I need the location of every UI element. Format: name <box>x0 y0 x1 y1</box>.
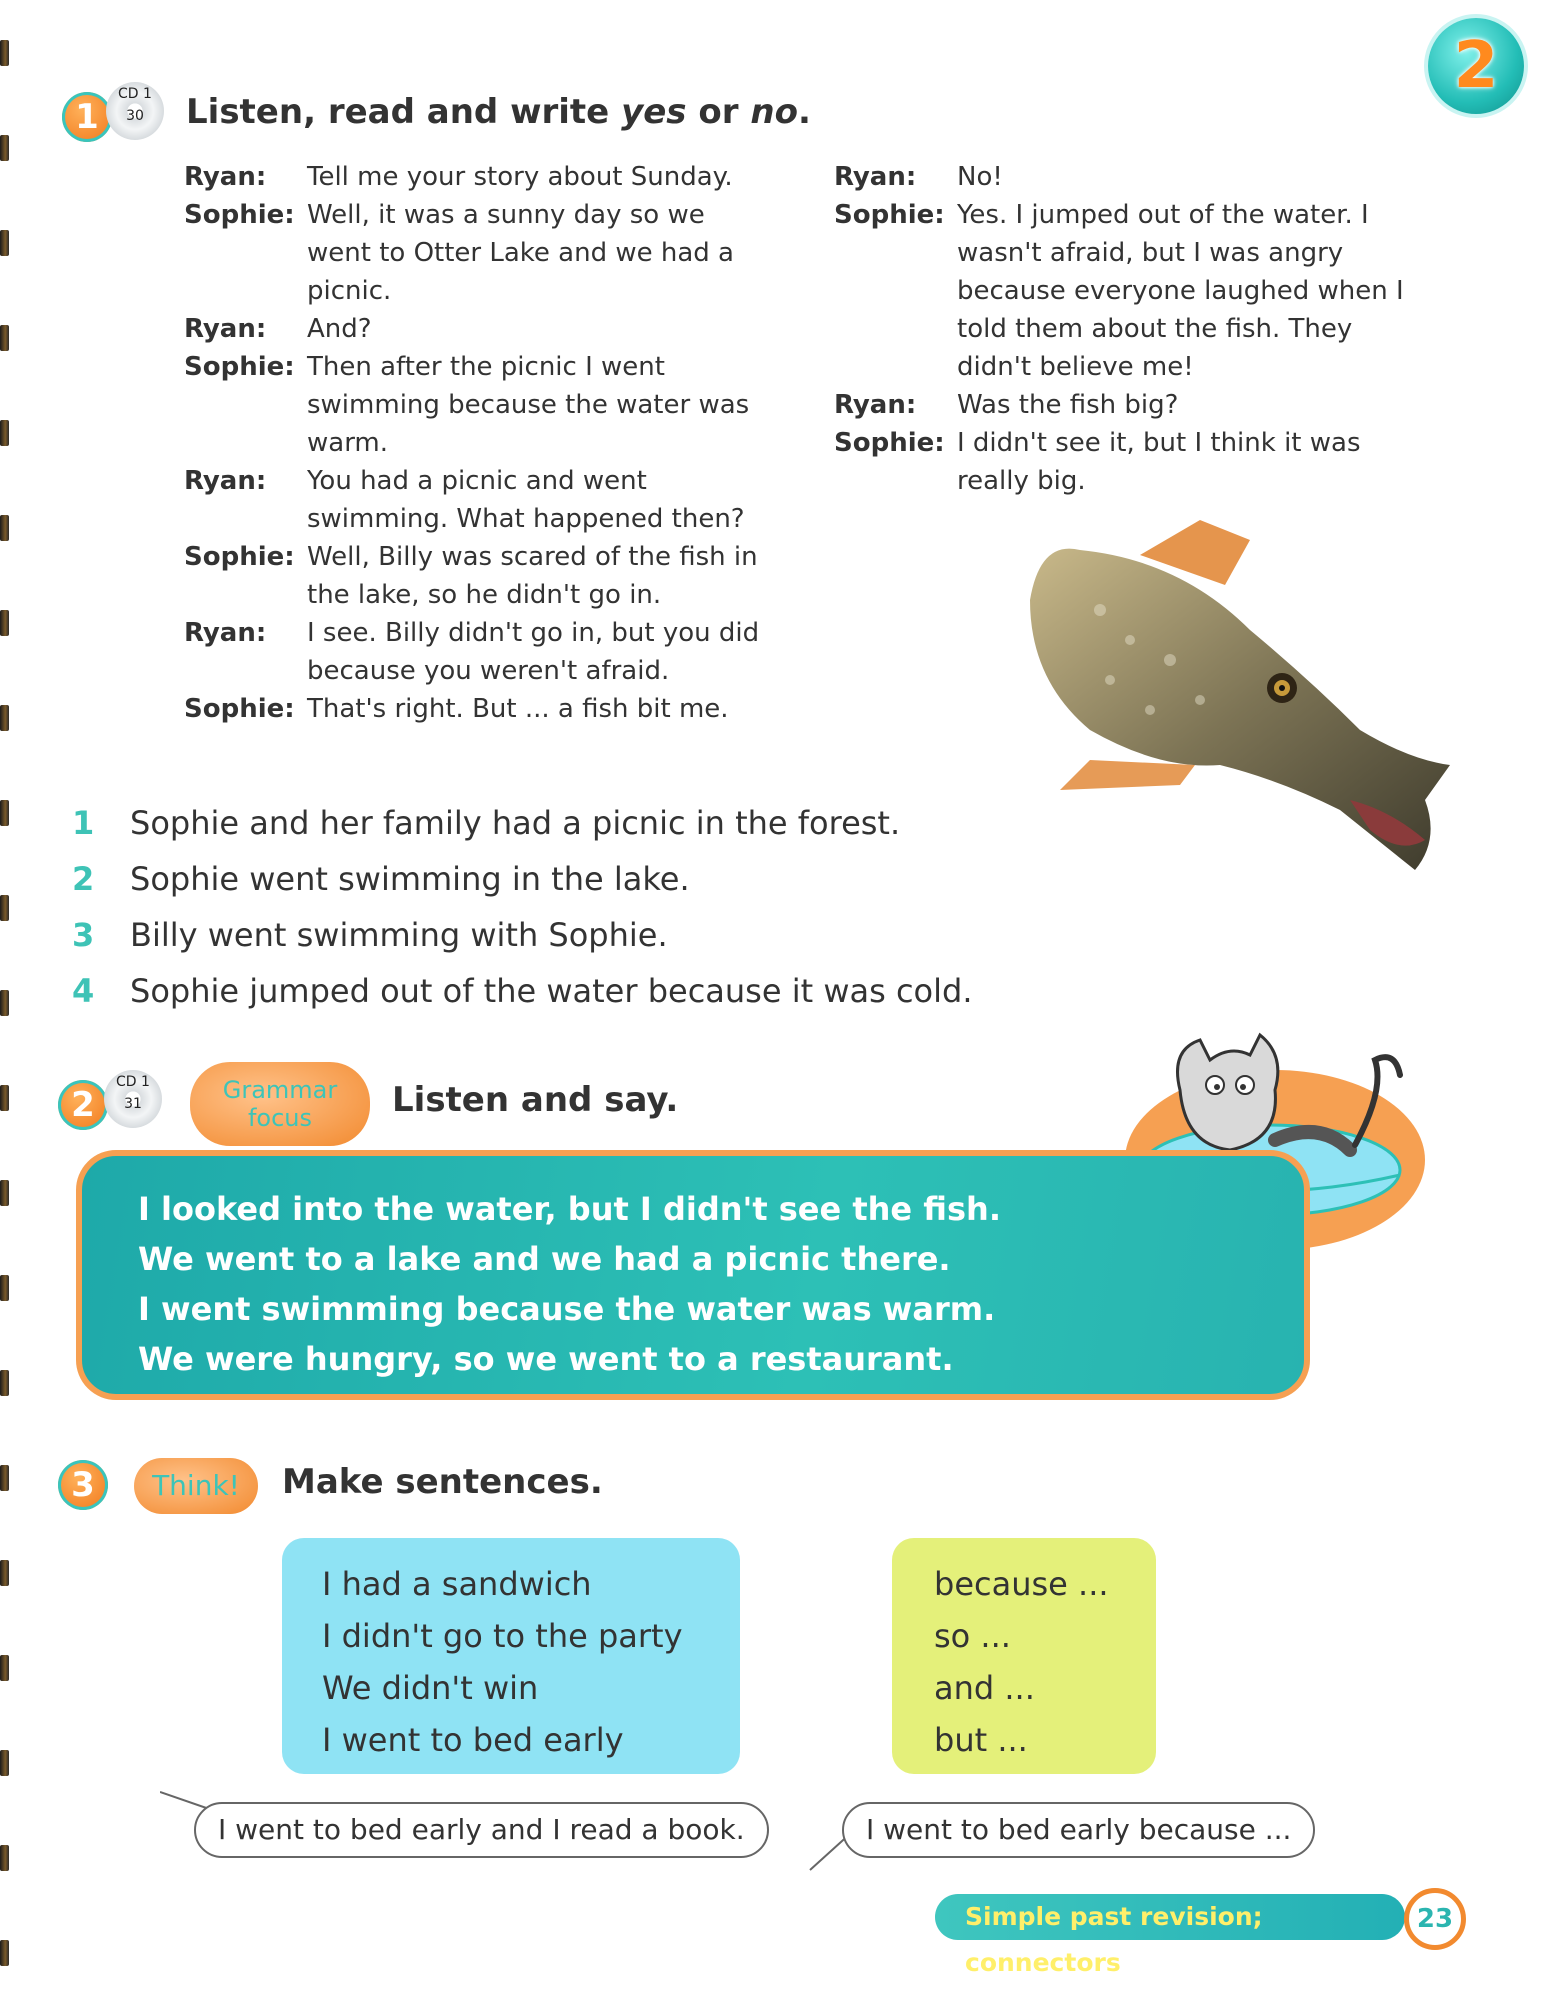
connectors-box <box>892 1538 1156 1774</box>
speaker: Sophie: <box>834 428 945 458</box>
cd-track: 30 <box>126 108 144 124</box>
line-text: I see. Billy didn't go in, but you did because you weren't afraid. <box>307 618 760 686</box>
dialog-line <box>834 158 1424 196</box>
dialog-line <box>184 690 794 728</box>
speaker: Ryan: <box>184 466 267 496</box>
line-text: Yes. I jumped out of the water. I wasn't afraid, but I was angry because everyone laughed when I told them about the fish. They didn't believe me! <box>957 200 1404 382</box>
question-number: 1 <box>72 804 95 842</box>
grammar-sentence: I looked into the water, but I didn't see the fish. <box>138 1190 1001 1228</box>
page-number: 23 <box>1404 1888 1466 1950</box>
cd-icon[interactable] <box>106 82 164 140</box>
dialog-left <box>184 158 794 728</box>
footer-topic: Simple past revision; connectors <box>935 1894 1405 1940</box>
line-text: Well, Billy was scared of the fish in the lake, so he didn't go in. <box>307 542 758 610</box>
dialog-line <box>834 196 1424 386</box>
dialog-line <box>184 348 794 462</box>
clause-item: I had a sandwich <box>322 1565 592 1603</box>
yes-no-questions <box>72 795 972 1019</box>
cd-label: CD 1 <box>116 1074 150 1090</box>
speech-bubble-example-1: I went to bed early and I read a book. <box>194 1802 769 1858</box>
speaker: Sophie: <box>184 542 295 572</box>
line-text: Then after the picnic I went swimming because the water was warm. <box>307 352 750 458</box>
line-text: I didn't see it, but I think it was really big. <box>957 428 1361 496</box>
dialog-line <box>184 196 794 310</box>
line-text: No! <box>957 162 1003 192</box>
clause-item: I didn't go to the party <box>322 1617 683 1655</box>
question-item <box>72 851 972 907</box>
exercise-3-number: 3 <box>58 1460 108 1510</box>
question-number: 2 <box>72 860 95 898</box>
clauses-box <box>282 1538 740 1774</box>
question-item <box>72 907 972 963</box>
exercise-1-number: 1 <box>62 92 112 142</box>
dialog-line <box>184 614 794 690</box>
clause-item: I went to bed early <box>322 1721 624 1759</box>
line-text: Tell me your story about Sunday. <box>307 162 733 192</box>
connector-item: because ... <box>934 1565 1109 1603</box>
dialog-right <box>834 158 1424 500</box>
dialog-line <box>834 424 1424 500</box>
speaker: Ryan: <box>834 390 917 420</box>
dialog-line <box>184 538 794 614</box>
grammar-sentence: We went to a lake and we had a picnic there. <box>138 1240 951 1278</box>
dialog-line <box>184 158 794 196</box>
question-item <box>72 963 972 1019</box>
speech-bubble-example-2: I went to bed early because ... <box>842 1802 1315 1858</box>
spiral-binding <box>0 0 14 2000</box>
exercise-2-number: 2 <box>58 1080 108 1130</box>
dialog-line <box>184 310 794 348</box>
dialog-line <box>184 462 794 538</box>
line-text: That's right. But ... a fish bit me. <box>307 694 729 724</box>
dialog-line <box>834 386 1424 424</box>
line-text: Well, it was a sunny day so we went to Otter Lake and we had a picnic. <box>307 200 734 306</box>
question-item <box>72 795 972 851</box>
question-text: Sophie jumped out of the water because it was cold. <box>130 972 973 1010</box>
grammar-focus-badge: Grammar focus <box>190 1062 370 1146</box>
cd-label: CD 1 <box>118 86 152 102</box>
exercise-1-heading: Listen, read and write yes or no. <box>186 92 811 132</box>
think-badge: Think! <box>134 1458 258 1514</box>
cd-track: 31 <box>124 1096 142 1112</box>
connector-item: so ... <box>934 1617 1011 1655</box>
unit-number-badge: 2 <box>1428 18 1524 114</box>
line-text: You had a picnic and went swimming. What happened then? <box>307 466 745 534</box>
speaker: Ryan: <box>834 162 917 192</box>
question-text: Sophie and her family had a picnic in the forest. <box>130 804 901 842</box>
grammar-sentence: I went swimming because the water was warm. <box>138 1290 996 1328</box>
connector-item: and ... <box>934 1669 1035 1707</box>
question-text: Sophie went swimming in the lake. <box>130 860 690 898</box>
speaker: Ryan: <box>184 314 267 344</box>
speaker: Ryan: <box>184 162 267 192</box>
line-text: Was the fish big? <box>957 390 1179 420</box>
question-number: 3 <box>72 916 95 954</box>
line-text: And? <box>307 314 372 344</box>
clause-item: We didn't win <box>322 1669 539 1707</box>
connector-item: but ... <box>934 1721 1028 1759</box>
exercise-3-heading: Make sentences. <box>282 1462 603 1502</box>
grammar-sentence: We were hungry, so we went to a restaurant. <box>138 1340 954 1378</box>
grammar-focus-box <box>76 1150 1310 1400</box>
speaker: Sophie: <box>184 694 295 724</box>
speaker: Ryan: <box>184 618 267 648</box>
question-text: Billy went swimming with Sophie. <box>130 916 668 954</box>
speaker: Sophie: <box>184 200 295 230</box>
speaker: Sophie: <box>834 200 945 230</box>
cd-icon[interactable] <box>104 1070 162 1128</box>
pike-fish-illustration <box>1020 510 1460 890</box>
exercise-2-heading: Listen and say. <box>392 1080 679 1120</box>
speaker: Sophie: <box>184 352 295 382</box>
question-number: 4 <box>72 972 95 1010</box>
